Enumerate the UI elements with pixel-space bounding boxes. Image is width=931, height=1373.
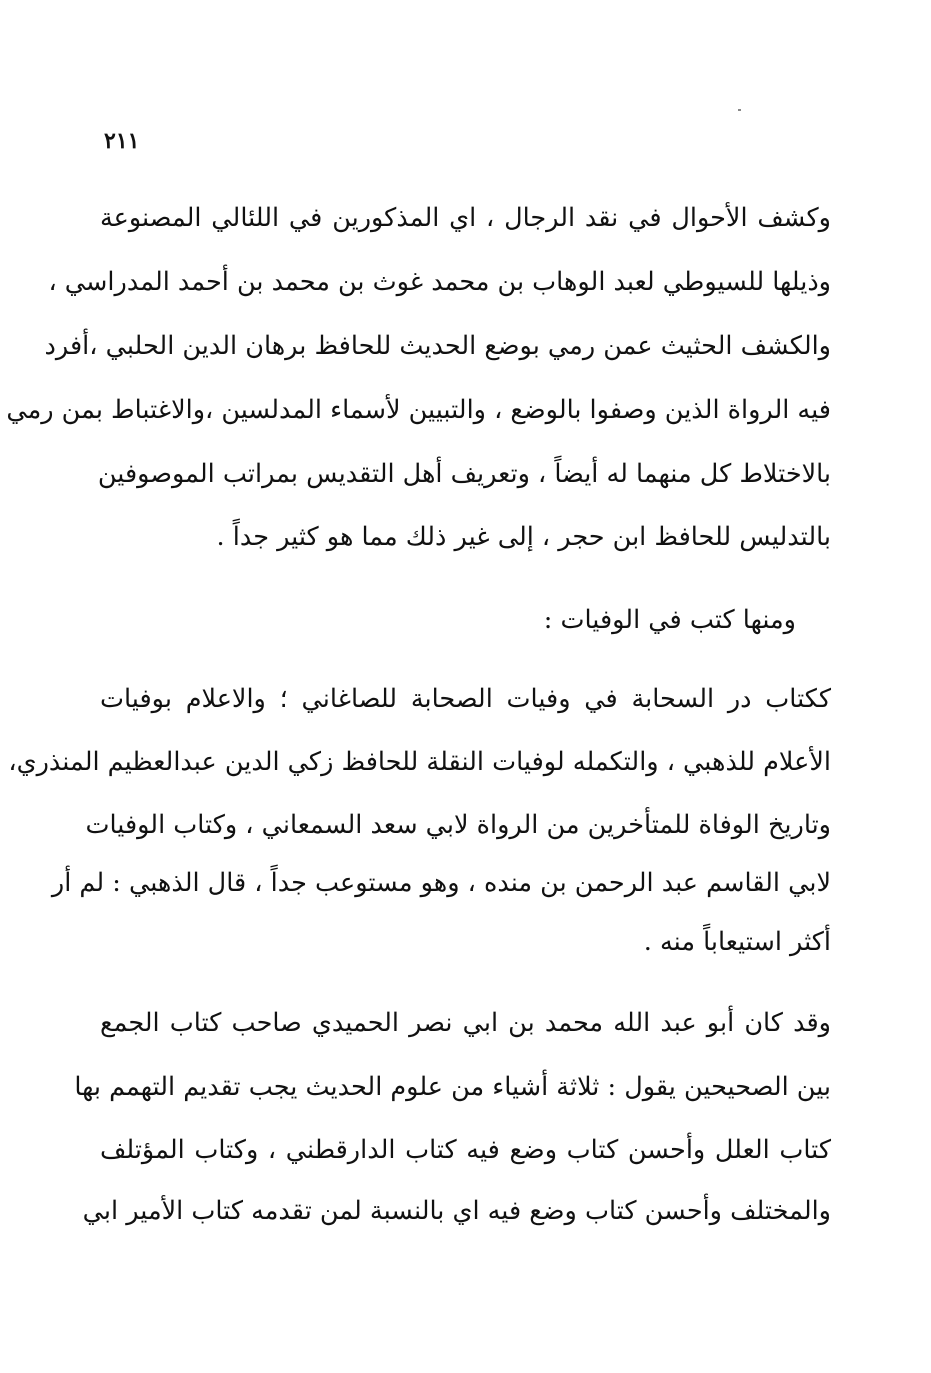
text-line: والمختلف وأحسن كتاب وضع فيه اي بالنسبة لمن تقدمه كتاب الأمير ابي [82, 1196, 831, 1226]
text-line: لابي القاسم عبد الرحمن بن منده ، وهو مستوعب جداً ، قال الذهبي : لم أر [51, 868, 831, 898]
text-line: كتاب العلل وأحسن كتاب وضع فيه كتاب الدارقطني ، وكتاب المؤتلف [100, 1135, 831, 1165]
text-line: فيه الرواة الذين وصفوا بالوضع ، والتبيين لأسماء المدلسين ،والاغتباط بمن رمي [6, 395, 831, 425]
text-line: بالتدليس للحافظ ابن حجر ، إلى غير ذلك مما هو كثير جداً . [216, 522, 831, 552]
page-number: ٢١١ [104, 128, 140, 154]
text-line: وكشف الأحوال في نقد الرجال ، اي المذكورين في اللئالي المصنوعة [100, 203, 831, 233]
text-line: بالاختلاط كل منهما له أيضاً ، وتعريف أهل التقديس بمراتب الموصوفين [97, 459, 831, 489]
text-line: أكثر استيعاباً منه . [643, 927, 831, 957]
text-line: وقد كان أبو عبد الله محمد بن ابي نصر الحميدي صاحب كتاب الجمع [100, 1008, 831, 1038]
text-line: الأعلام للذهبي ، والتكمله لوفيات النقلة للحافظ زكي الدين عبدالعظيم المنذري، [8, 747, 831, 777]
section-heading: ومنها كتب في الوفيات : [543, 605, 796, 635]
text-line: والكشف الحثيث عمن رمي بوضع الحديث للحافظ برهان الدين الحلبي ،أفرد [44, 331, 831, 361]
scan-mark [738, 109, 741, 111]
text-line: بين الصحيحين يقول : ثلاثة أشياء من علوم الحديث يجب تقديم التهمم بها [74, 1072, 831, 1102]
text-line: وذيلها للسيوطي لعبد الوهاب بن محمد غوث بن محمد بن أحمد المدراسي ، [48, 267, 831, 297]
text-line: ككتاب در السحابة في وفيات الصحابة للصاغاني ؛ والاعلام بوفيات [100, 684, 831, 714]
text-line: وتاريخ الوفاة للمتأخرين من الرواة لابي سعد السمعاني ، وكتاب الوفيات [85, 810, 831, 840]
